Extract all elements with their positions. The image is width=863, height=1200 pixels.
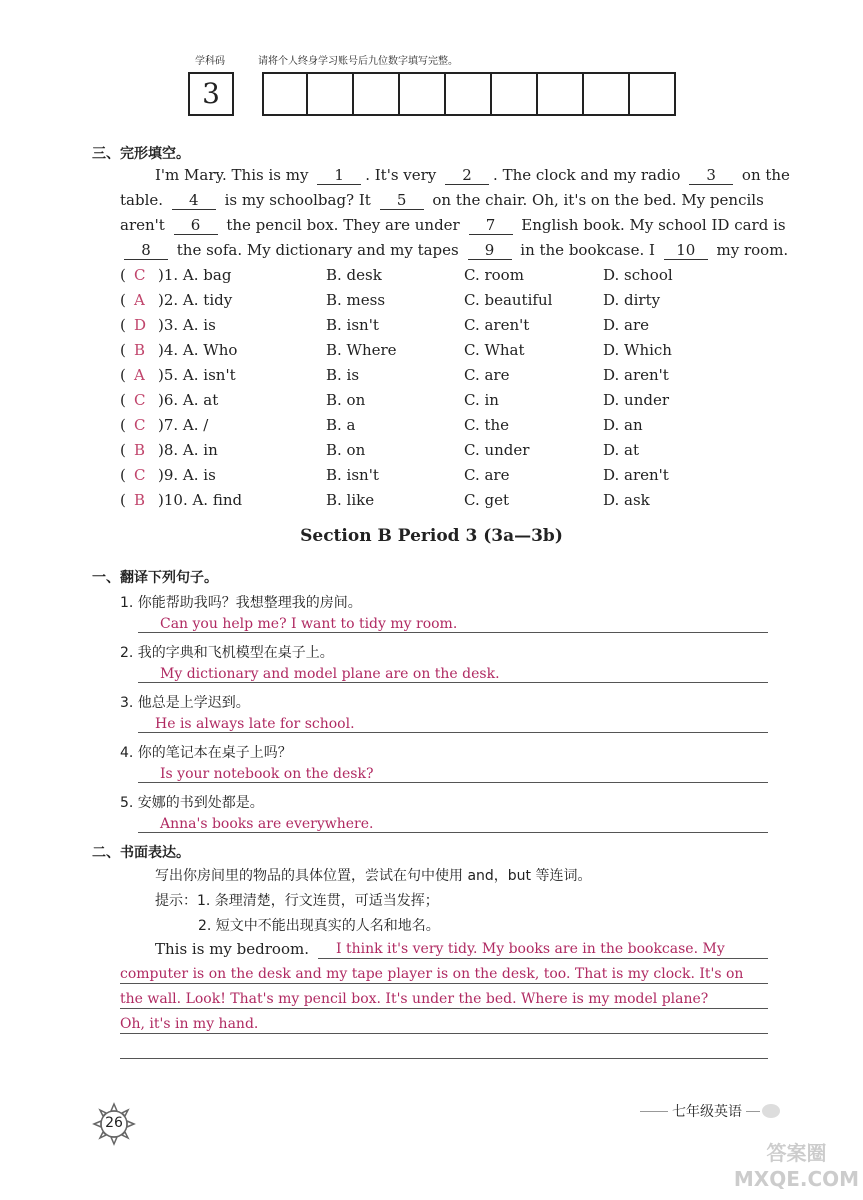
answer-line[interactable]: [138, 682, 768, 683]
subject-code-label: 学科码: [195, 56, 225, 67]
question-answer: B: [134, 441, 146, 459]
question-answer: A: [134, 291, 145, 309]
account-digit-box[interactable]: [584, 72, 630, 116]
question-answer: C: [134, 416, 146, 434]
question-option-b: B. desk: [326, 266, 382, 284]
question-option-d: D. school: [603, 266, 673, 284]
question-option-a: )4. A. Who: [158, 341, 238, 359]
question-option-d: D. aren't: [603, 366, 669, 384]
writing-tip-2: 2. 短文中不能出现真实的人名和地名。: [198, 918, 440, 934]
cloze-text: the sofa. My dictionary and my tapes: [172, 241, 464, 259]
writing-line[interactable]: [120, 1033, 768, 1034]
question-option-d: D. at: [603, 441, 639, 459]
cloze-blank[interactable]: 7: [469, 216, 513, 235]
account-digit-box[interactable]: [354, 72, 400, 116]
question-option-a: )3. A. is: [158, 316, 216, 334]
cloze-blank[interactable]: 1: [317, 166, 361, 185]
question-answer: C: [134, 391, 146, 409]
account-digit-box[interactable]: [538, 72, 584, 116]
account-digit-box[interactable]: [400, 72, 446, 116]
writing-heading: 二、书面表达。: [92, 845, 190, 861]
answer-line[interactable]: [138, 782, 768, 783]
question-option-d: D. under: [603, 391, 669, 409]
question-option-c: C. What: [464, 341, 525, 359]
cloze-blank[interactable]: 5: [380, 191, 424, 210]
page-number-badge: [92, 1102, 136, 1146]
question-option-c: C. get: [464, 491, 509, 509]
writing-start: This is my bedroom.: [155, 940, 309, 958]
writing-prompt: 写出你房间里的物品的具体位置，尝试在句中使用 and，but 等连词。: [155, 868, 592, 884]
writing-line[interactable]: [120, 1058, 768, 1059]
question-option-d: D. aren't: [603, 466, 669, 484]
question-paren: (: [120, 291, 126, 309]
book-title: 七年级英语: [668, 1101, 746, 1121]
watermark: 答案圈 MXQE.COM: [733, 1141, 860, 1191]
question-option-d: D. dirty: [603, 291, 661, 309]
writing-answer-line-4: Oh, it's in my hand.: [120, 1016, 259, 1032]
answer-line[interactable]: [138, 632, 768, 633]
translate-answer: He is always late for school.: [155, 716, 355, 732]
writing-line[interactable]: [318, 958, 768, 959]
writing-answer-line-3: the wall. Look! That's my pencil box. It's under the bed. Where is my model plane?: [120, 991, 709, 1007]
translate-answer: Anna's books are everywhere.: [160, 816, 374, 832]
question-option-a: )6. A. at: [158, 391, 219, 409]
cloze-blank[interactable]: 8: [124, 241, 168, 260]
question-answer: D: [134, 316, 147, 334]
cloze-text: aren't: [120, 216, 170, 234]
question-paren: (: [120, 341, 126, 359]
cloze-blank[interactable]: 3: [689, 166, 733, 185]
question-paren: (: [120, 416, 126, 434]
cloze-text: table.: [120, 191, 168, 209]
question-paren: (: [120, 266, 126, 284]
question-option-c: C. in: [464, 391, 499, 409]
cloze-text: on the: [737, 166, 790, 184]
question-option-b: B. on: [326, 441, 366, 459]
question-option-b: B. Where: [326, 341, 397, 359]
question-option-c: C. the: [464, 416, 510, 434]
question-paren: (: [120, 441, 126, 459]
writing-line[interactable]: [120, 983, 768, 984]
cloud-icon: [762, 1104, 780, 1118]
page-number: 26: [105, 1115, 123, 1131]
question-option-d: D. Which: [603, 341, 672, 359]
translate-answer: Can you help me? I want to tidy my room.: [160, 616, 458, 632]
translate-question: 4. 你的笔记本在桌子上吗？: [120, 745, 292, 761]
question-option-c: C. room: [464, 266, 524, 284]
question-option-c: C. are: [464, 366, 510, 384]
book-label-bar: [640, 1101, 790, 1123]
question-option-a: )10. A. find: [158, 491, 243, 509]
question-paren: (: [120, 466, 126, 484]
question-paren: (: [120, 391, 126, 409]
cloze-text: my room.: [711, 241, 789, 259]
question-option-a: )2. A. tidy: [158, 291, 233, 309]
account-instruction: 请将个人终身学习账号后九位数字填写完整。: [258, 56, 458, 67]
writing-tip-1: 提示：1. 条理清楚，行文连贯，可适当发挥；: [155, 893, 439, 909]
cloze-blank[interactable]: 4: [172, 191, 216, 210]
translate-question: 2. 我的字典和飞机模型在桌子上。: [120, 645, 334, 661]
cloze-line: [120, 191, 764, 210]
question-paren: (: [120, 491, 126, 509]
answer-line[interactable]: [138, 732, 768, 733]
question-option-c: C. under: [464, 441, 530, 459]
account-digit-box[interactable]: [262, 72, 308, 116]
account-digit-box[interactable]: [308, 72, 354, 116]
question-option-a: )7. A. /: [158, 416, 209, 434]
translate-heading: 一、翻译下列句子。: [92, 570, 218, 586]
question-option-b: B. a: [326, 416, 356, 434]
account-digit-box[interactable]: [446, 72, 492, 116]
question-option-a: )9. A. is: [158, 466, 216, 484]
translate-answer: Is your notebook on the desk?: [160, 766, 374, 782]
cloze-blank[interactable]: 6: [174, 216, 218, 235]
subject-code-box: 3: [188, 72, 234, 116]
translate-question: 5. 安娜的书到处都是。: [120, 795, 264, 811]
question-option-b: B. mess: [326, 291, 386, 309]
cloze-line: [120, 241, 788, 260]
question-answer: B: [134, 341, 146, 359]
cloze-line: [155, 166, 790, 185]
question-option-c: C. aren't: [464, 316, 530, 334]
writing-answer-line-2: computer is on the desk and my tape player is on the desk, too. That is my clock. It's on: [120, 966, 744, 982]
writing-line[interactable]: [120, 1008, 768, 1009]
translate-question: 3. 他总是上学迟到。: [120, 695, 250, 711]
cloze-blank[interactable]: 2: [445, 166, 489, 185]
account-digit-box[interactable]: [492, 72, 538, 116]
answer-line[interactable]: [138, 832, 768, 833]
cloze-blank[interactable]: 10: [664, 241, 708, 260]
cloze-text: the pencil box. They are under: [221, 216, 465, 234]
question-option-d: D. are: [603, 316, 650, 334]
question-option-a: )5. A. isn't: [158, 366, 236, 384]
question-answer: C: [134, 266, 146, 284]
question-option-c: C. beautiful: [464, 291, 553, 309]
writing-answer-line-1: I think it's very tidy. My books are in the bookcase. My: [336, 941, 725, 957]
cloze-blank[interactable]: 9: [468, 241, 512, 260]
question-paren: (: [120, 316, 126, 334]
translate-answer: My dictionary and model plane are on the desk.: [160, 666, 500, 682]
translate-question: 1. 你能帮助我吗？我想整理我的房间。: [120, 595, 362, 611]
question-option-b: B. like: [326, 491, 375, 509]
question-answer: A: [134, 366, 145, 384]
question-option-b: B. isn't: [326, 466, 379, 484]
question-option-a: )8. A. in: [158, 441, 218, 459]
cloze-text: in the bookcase. I: [515, 241, 660, 259]
cloze-line: [120, 216, 786, 235]
question-option-b: B. is: [326, 366, 360, 384]
cloze-text: . It's very: [365, 166, 442, 184]
cloze-text: English book. My school ID card is: [516, 216, 786, 234]
account-digit-box[interactable]: [630, 72, 676, 116]
cloze-text: I'm Mary. This is my: [155, 166, 314, 184]
cloze-text: on the chair. Oh, it's on the bed. My pencils: [427, 191, 764, 209]
question-option-b: B. isn't: [326, 316, 379, 334]
question-answer: B: [134, 491, 146, 509]
question-option-c: C. are: [464, 466, 510, 484]
question-option-d: D. ask: [603, 491, 650, 509]
cloze-text: is my schoolbag? It: [219, 191, 376, 209]
cloze-text: . The clock and my radio: [493, 166, 686, 184]
question-option-a: )1. A. bag: [158, 266, 232, 284]
cloze-heading: 三、完形填空。: [92, 146, 190, 162]
question-paren: (: [120, 366, 126, 384]
question-answer: C: [134, 466, 146, 484]
question-option-b: B. on: [326, 391, 366, 409]
question-option-d: D. an: [603, 416, 643, 434]
section-title: Section B Period 3 (3a—3b): [300, 526, 563, 546]
